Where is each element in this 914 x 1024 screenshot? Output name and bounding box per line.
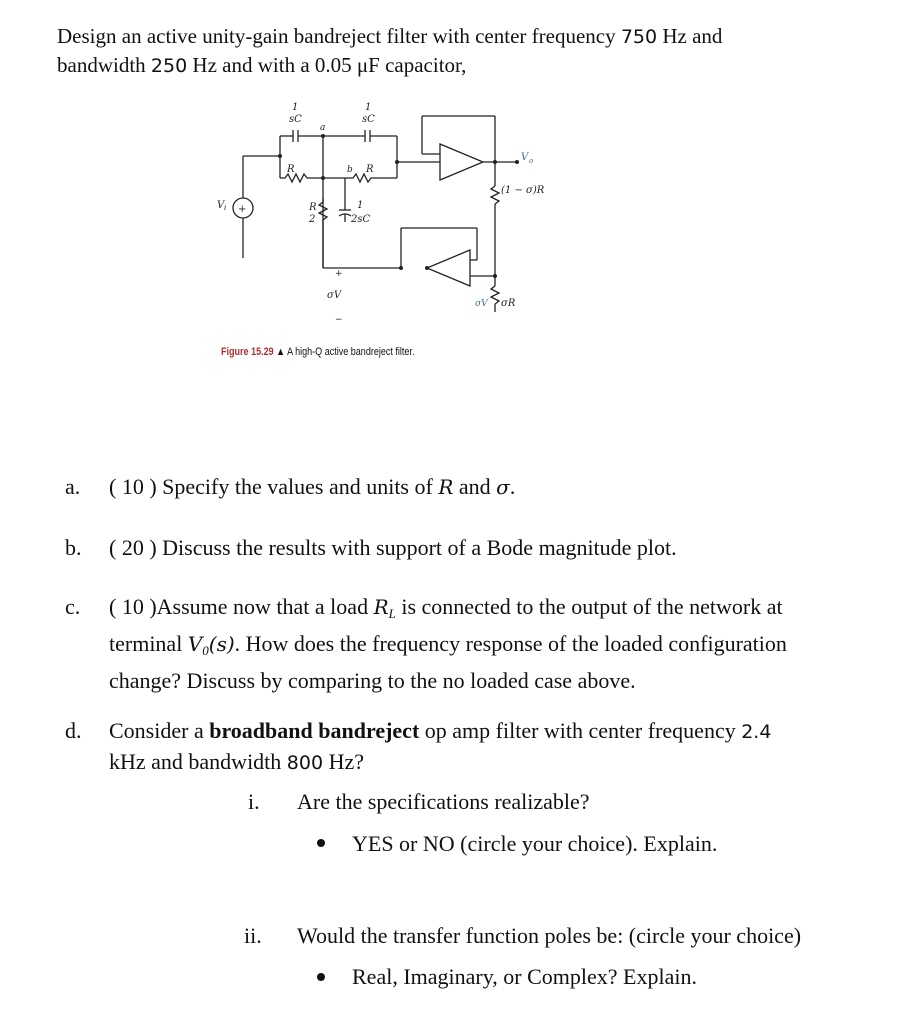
RL-symbol: R	[373, 595, 389, 619]
svg-text:i: i	[224, 204, 227, 212]
bandreject-filter-circuit	[205, 98, 565, 368]
figure-caption	[221, 346, 414, 358]
question-d-line2b: Hz?	[323, 749, 364, 774]
subquestion-i-label: i.	[248, 789, 260, 814]
question-c-line2a: terminal	[109, 631, 188, 656]
subquestion-ii-text: Would the transfer function poles be: (circle your choice)	[297, 923, 802, 948]
question-d-label: d.	[65, 718, 82, 743]
RL-subscript: L	[388, 606, 396, 621]
figure-number: Figure 15.29	[221, 346, 274, 358]
R-symbol: R	[438, 475, 454, 499]
question-d-text1: Consider a	[109, 718, 210, 743]
question-a-points: ( 10 )	[109, 474, 157, 499]
question-c-label: c.	[65, 594, 81, 619]
svg-text:R: R	[366, 164, 374, 175]
svg-text:1: 1	[357, 200, 364, 211]
question-c-line1a: Assume now that a load	[156, 594, 374, 619]
question-a-and: and	[453, 474, 497, 499]
subquestion-i-bullet: YES or NO (circle your choice). Explain.	[352, 831, 718, 856]
V0-symbol: V	[187, 632, 203, 656]
intro-text-1: Design an active unity-gain bandreject filter with center frequency	[57, 24, 621, 48]
svg-text:(1 − σ)R: (1 − σ)R	[501, 185, 545, 196]
intro-text-3: bandwidth	[57, 53, 151, 77]
question-d-bold: broadband bandreject	[209, 718, 420, 743]
question-a-label: a.	[65, 474, 81, 499]
question-d-bw: 800	[286, 752, 324, 774]
svg-text:+: +	[238, 204, 247, 215]
subquestion-ii-label: ii.	[244, 923, 262, 948]
question-a-text: Specify the values and units of	[156, 474, 439, 499]
intro-text-4: Hz and with a 0.05 μF capacitor,	[187, 53, 467, 77]
bullet-icon	[317, 839, 325, 847]
svg-text:2: 2	[309, 214, 316, 225]
svg-text:σV: σV	[475, 299, 488, 309]
svg-text:V: V	[217, 200, 225, 211]
question-c-line1b: is connected to the output of the network at	[395, 594, 783, 619]
svg-text:V: V	[521, 152, 529, 163]
svg-text:b: b	[347, 165, 353, 175]
bullet-icon	[317, 973, 325, 981]
svg-text:σV: σV	[327, 290, 342, 301]
V0-subscript: 0	[202, 643, 209, 658]
svg-text:a: a	[320, 123, 326, 133]
svg-text:σR: σR	[501, 298, 516, 309]
V0-argument: (s)	[208, 632, 235, 656]
question-c-line3: change? Discuss by comparing to the no loaded case above.	[109, 668, 636, 693]
question-b-text: Discuss the results with support of a Bode magnitude plot.	[156, 535, 677, 560]
svg-text:2sC: 2sC	[351, 214, 371, 225]
question-d-text2: op amp filter with center frequency	[419, 718, 742, 743]
sigma-symbol: σ	[496, 475, 510, 499]
svg-text:sC: sC	[362, 114, 375, 125]
svg-text:sC: sC	[289, 114, 302, 125]
svg-text:o: o	[529, 157, 534, 165]
svg-text:1: 1	[292, 102, 299, 113]
figure-caption-text: ▲ A high-Q active bandreject filter.	[276, 346, 415, 358]
subquestion-ii-bullet: Real, Imaginary, or Complex? Explain.	[352, 964, 697, 989]
subquestion-i-text: Are the specifications realizable?	[297, 789, 590, 814]
center-frequency-value: 750	[620, 26, 658, 48]
question-d-line2a: kHz and bandwidth	[109, 749, 287, 774]
problem-statement	[57, 22, 877, 80]
question-a-end: .	[509, 474, 516, 499]
intro-text-2: Hz and	[657, 24, 723, 48]
question-b-label: b.	[65, 535, 82, 560]
question-c-points: ( 10 )	[109, 594, 157, 619]
bandwidth-value: 250	[150, 55, 188, 77]
svg-text:1: 1	[365, 102, 372, 113]
svg-text:R: R	[309, 202, 317, 213]
question-d-fc: 2.4	[741, 721, 772, 743]
svg-text:−: −	[335, 315, 343, 325]
svg-text:R: R	[287, 164, 295, 175]
question-c-line2b: . How does the frequency response of the loaded configuration	[234, 631, 787, 656]
svg-text:+: +	[335, 269, 343, 279]
question-b-points: ( 20 )	[109, 535, 157, 560]
